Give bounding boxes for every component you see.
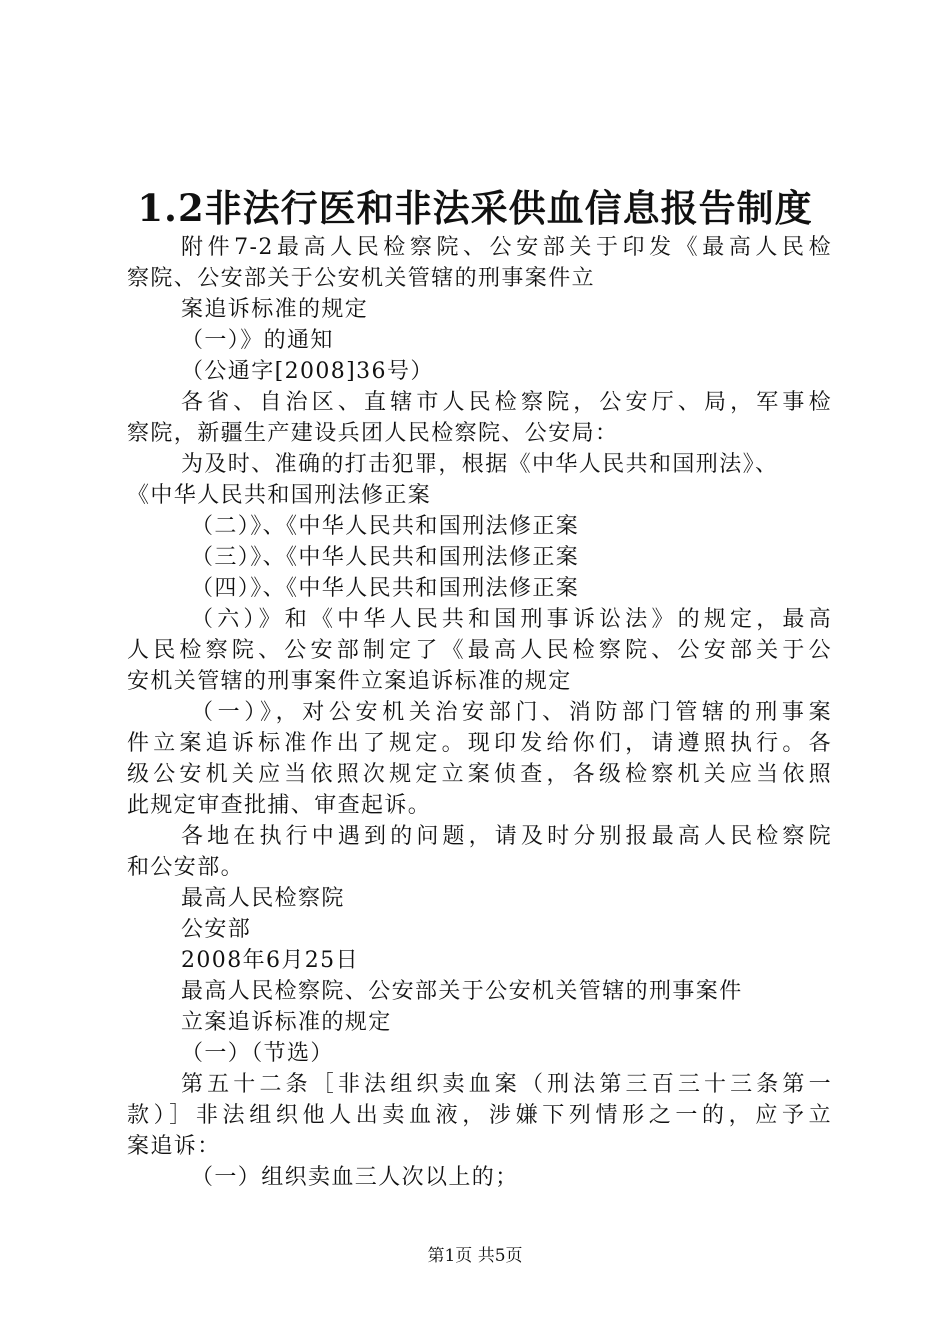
- paragraph-line: 为及时、准确的打击犯罪，根据《中华人民共和国刑法》、: [181, 452, 779, 477]
- paragraph-line: （六）》和《中华人民共和国刑事诉讼法》的规定，最高: [191, 607, 832, 632]
- paragraph-line: 各省、自治区、直辖市人民检察院，公安厅、局，军事检: [181, 390, 832, 415]
- signature-line: 公安部: [181, 917, 252, 942]
- paragraph-line: （一）（节选）: [181, 1041, 334, 1066]
- paragraph-line: （公通字[2008]36号）: [181, 359, 434, 384]
- paragraph-line: （一）》，对公安机关治安部门、消防部门管辖的刑事案: [191, 700, 832, 725]
- paragraph-line: 件立案追诉标准作出了规定。现印发给你们，请遵照执行。各: [127, 731, 832, 756]
- document-body: [127, 232, 832, 1193]
- paragraph-line: 立案追诉标准的规定: [181, 1010, 392, 1035]
- paragraph-line: 级公安机关应当依照次规定立案侦查，各级检察机关应当依照: [127, 762, 832, 787]
- paragraph-line: 此规定审查批捕、审查起诉。: [127, 793, 432, 818]
- paragraph-line: 附件7-2最高人民检察院、公安部关于印发《最高人民检: [181, 235, 832, 260]
- paragraph-line: 察院、公安部关于公安机关管辖的刑事案件立: [127, 266, 596, 291]
- document-title: 1.2非法行医和非法采供血信息报告制度: [137, 186, 813, 230]
- paragraph-line: 安机关管辖的刑事案件立案追诉标准的规定: [127, 669, 572, 694]
- page-number: 第1页 共5页: [427, 1246, 523, 1266]
- paragraph-line: （三）》、《中华人民共和国刑法修正案: [191, 545, 580, 570]
- paragraph-line: （一）组织卖血三人次以上的；: [191, 1165, 519, 1190]
- paragraph-line: 第五十二条［非法组织卖血案（刑法第三百三十三条第一: [181, 1072, 832, 1097]
- paragraph-line: 案追诉：: [127, 1134, 221, 1159]
- paragraph-line: 各地在执行中遇到的问题，请及时分别报最高人民检察院: [181, 824, 832, 849]
- signature-line: 最高人民检察院: [181, 886, 345, 911]
- paragraph-line: 和公安部。: [127, 855, 245, 880]
- paragraph-line: 款）］非法组织他人出卖血液，涉嫌下列情形之一的，应予立: [127, 1103, 832, 1128]
- paragraph-line: 案追诉标准的规定: [181, 297, 369, 322]
- paragraph-line: 《中华人民共和国刑法修正案: [127, 483, 432, 508]
- paragraph-line: （一）》的通知: [181, 328, 334, 353]
- paragraph-line: 察院，新疆生产建设兵团人民检察院、公安局：: [127, 421, 619, 446]
- paragraph-line: （四）》、《中华人民共和国刑法修正案: [191, 576, 580, 601]
- date-line: 2008年6月25日: [181, 948, 359, 973]
- paragraph-line: （二）》、《中华人民共和国刑法修正案: [191, 514, 580, 539]
- paragraph-line: 最高人民检察院、公安部关于公安机关管辖的刑事案件: [181, 979, 743, 1004]
- paragraph-line: 人民检察院、公安部制定了《最高人民检察院、公安部关于公: [127, 638, 832, 663]
